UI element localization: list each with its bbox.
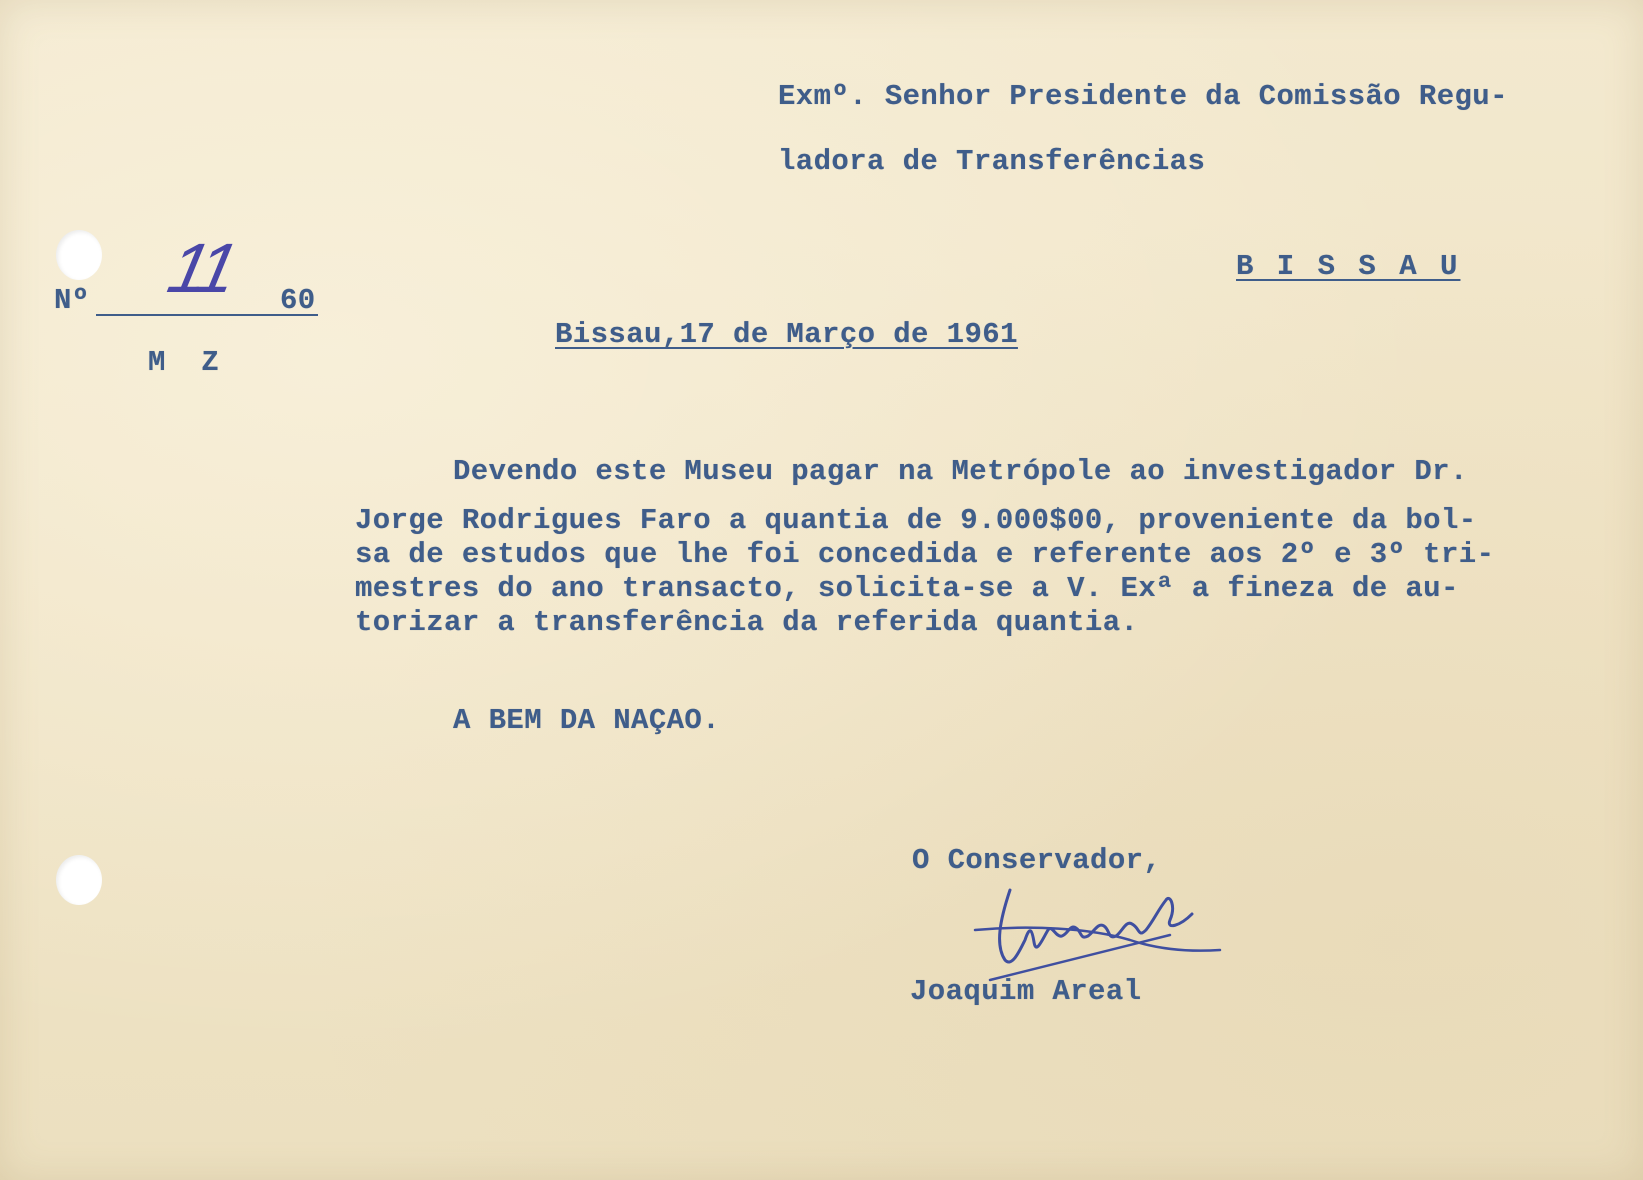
signatory-title: O Conservador, [912, 844, 1162, 877]
number-year: 60 [280, 284, 316, 317]
punch-hole-bottom [56, 855, 102, 905]
handwritten-signature [970, 880, 1230, 990]
body-line-4: mestres do ano transacto, solicita-se a V. Exª a fineza de au- [355, 572, 1459, 605]
punch-hole-top [56, 230, 102, 280]
body-line-1: Devendo este Museu pagar na Metrópole ao investigador Dr. [453, 455, 1468, 488]
city-header: B I S S A U [1236, 250, 1461, 283]
body-line-2: Jorge Rodrigues Faro a quantia de 9.000$00, proveniente da bol- [355, 504, 1477, 537]
signatory-name: Joaquim Areal [910, 975, 1142, 1008]
body-line-3: sa de estudos que lhe foi concedida e referente aos 2º e 3º tri- [355, 538, 1495, 571]
date-line: Bissau,17 de Março de 1961 [555, 318, 1018, 351]
addressee-line-1: Exmº. Senhor Presidente da Comissão Regu- [778, 80, 1508, 113]
body-line-5: torizar a transferência da referida quantia. [355, 606, 1139, 639]
addressee-line-2: ladora de Transferências [778, 145, 1206, 178]
closing-formula: A BEM DA NAÇAO. [453, 704, 721, 737]
reference-code: M Z [148, 346, 220, 379]
handwritten-number: 11 [161, 229, 239, 307]
number-label: Nº [54, 284, 90, 317]
